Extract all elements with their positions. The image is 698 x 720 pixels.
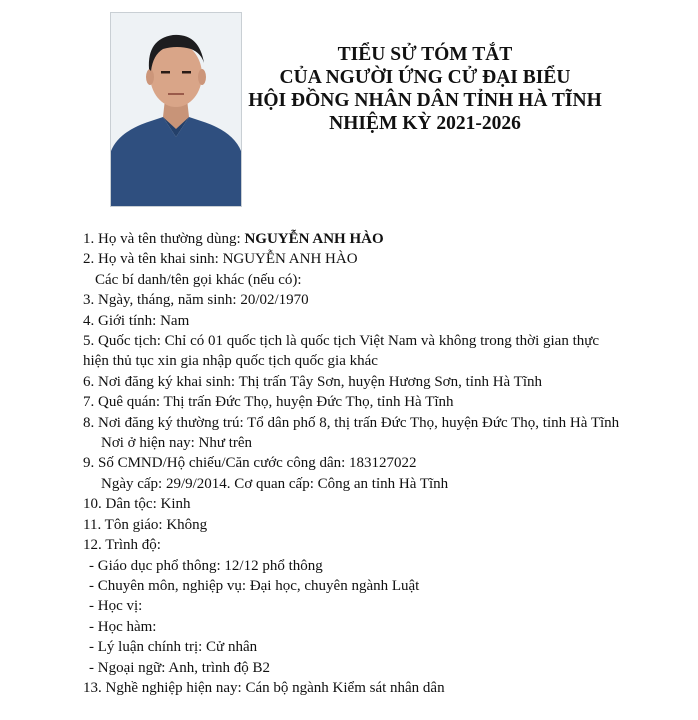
item-residence: 8. Nơi đăng ký thường trú: Tổ dân phố 8, thị trấn Đức Thọ, huyện Đức Thọ, tỉnh Hà Tĩnh [83, 414, 620, 431]
biography-content [83, 229, 623, 698]
item-id-issue: Ngày cấp: 29/9/2014. Cơ quan cấp: Công an tỉnh Hà Tĩnh [101, 475, 449, 492]
item-gender: 4. Giới tính: Nam [83, 312, 190, 329]
item-religion: 11. Tôn giáo: Không [83, 516, 208, 533]
item-ethnicity: 10. Dân tộc: Kinh [83, 496, 191, 513]
item-current-residence: Nơi ở hiện nay: Như trên [101, 435, 253, 452]
item-edu-professional: - Chuyên môn, nghiệp vụ: Đại học, chuyên ngành Luật [89, 577, 420, 594]
item-education: 12. Trình độ: [83, 537, 161, 554]
item-edu-degree: - Học vị: [89, 598, 143, 615]
title-line-2: CỦA NGƯỜI ỨNG CỬ ĐẠI BIỂU [279, 67, 571, 88]
title-line-1: TIỂU SỬ TÓM TẮT [337, 44, 513, 65]
document-title [240, 43, 610, 135]
item-aliases: Các bí danh/tên gọi khác (nếu có): [95, 271, 302, 288]
item-date-of-birth: 3. Ngày, tháng, năm sinh: 20/02/1970 [83, 292, 309, 309]
item-edu-title: - Học hàm: [89, 618, 157, 635]
item-birth-name: 2. Họ và tên khai sinh: NGUYỄN ANH HÀO [83, 251, 358, 268]
item-nationality: 5. Quốc tịch: Chỉ có 01 quốc tịch là quốc tịch Việt Nam và không trong thời gian thực hiện thủ tục xin gia nhập quốc tịch quốc gia khác [83, 333, 600, 370]
portrait-photo [110, 12, 242, 207]
title-line-3: HỘI ĐỒNG NHÂN DÂN TỈNH HÀ TĨNH [248, 90, 602, 111]
common-name-label: 1. Họ và tên thường dùng: [83, 231, 245, 247]
item-edu-language: - Ngoại ngữ: Anh, trình độ B2 [89, 659, 271, 676]
item-hometown: 7. Quê quán: Thị trấn Đức Thọ, huyện Đức Thọ, tỉnh Hà Tĩnh [83, 394, 454, 411]
item-edu-political: - Lý luận chính trị: Cử nhân [89, 639, 258, 656]
item-occupation: 13. Nghề nghiệp hiện nay: Cán bộ ngành Kiểm sát nhân dân [83, 679, 445, 696]
common-name-value: NGUYỄN ANH HÀO [244, 231, 384, 247]
item-edu-general: - Giáo dục phổ thông: 12/12 phổ thông [89, 557, 323, 574]
item-id-number: 9. Số CMND/Hộ chiếu/Căn cước công dân: 183127022 [83, 455, 417, 472]
item-birthplace: 6. Nơi đăng ký khai sinh: Thị trấn Tây Sơn, huyện Hương Sơn, tỉnh Hà Tĩnh [83, 373, 543, 390]
title-line-4: NHIỆM KỲ 2021-2026 [329, 113, 521, 134]
item-common-name [83, 229, 623, 249]
